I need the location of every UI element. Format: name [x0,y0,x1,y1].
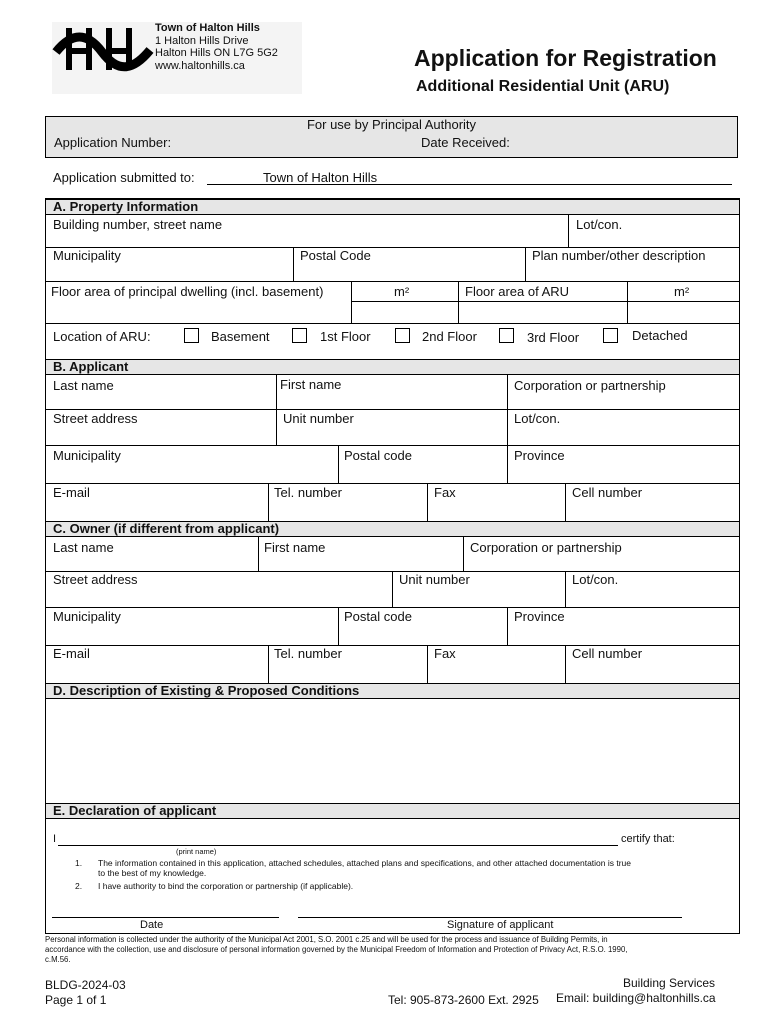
submitted-label: Application submitted to: [53,170,195,185]
option-1st-floor: 1st Floor [320,329,371,344]
section-d-header: D. Description of Existing & Proposed Conditions [45,683,740,699]
page-number: Page 1 of 1 [45,993,107,1007]
b-street[interactable]: Street address [53,411,138,426]
unit-m2-2: m² [674,284,690,299]
form-code: BLDG-2024-03 [45,978,126,992]
submitted-value: Town of Halton Hills [263,170,378,185]
section-e-header: E. Declaration of applicant [45,803,740,819]
item-2-text: I have authority to bind the corporation or partnership (if applicable). [98,881,354,891]
certify-label: certify that: [621,833,675,845]
b-corporation[interactable]: Corporation or partnership [514,378,666,393]
signature-line[interactable] [298,917,682,918]
item-1-text: The information contained in this application, attached schedules, attached plans and specifications, and other attached documentation is true to the best of my knowledge. [98,858,632,878]
c-tel[interactable]: Tel. number [274,646,342,661]
c-fax[interactable]: Fax [434,646,456,661]
date-line[interactable] [52,917,279,918]
postal-label[interactable]: Postal Code [300,248,371,263]
checkbox-2nd-floor[interactable] [395,328,410,343]
date-received-label: Date Received: [421,135,510,150]
b-fax[interactable]: Fax [434,485,456,500]
municipality-label[interactable]: Municipality [53,248,121,263]
c-email[interactable]: E-mail [53,646,90,661]
form-frame [45,198,740,934]
b-first-name[interactable]: First name [280,377,342,392]
c-corporation[interactable]: Corporation or partnership [470,540,622,555]
description-textarea[interactable] [46,700,738,802]
item-1-number: 1. [75,858,83,868]
b-email[interactable]: E-mail [53,485,90,500]
page-subtitle: Additional Residential Unit (ARU) [416,78,670,95]
department: Building Services [623,976,716,990]
signature-label: Signature of applicant [447,919,554,931]
c-cell[interactable]: Cell number [572,646,643,661]
b-municipality[interactable]: Municipality [53,448,121,463]
option-3rd-floor: 3rd Floor [527,330,580,345]
org-address [155,22,278,72]
checkbox-basement[interactable] [184,328,199,343]
decl-i-prefix: I [53,833,57,845]
b-unit[interactable]: Unit number [283,411,354,426]
option-2nd-floor: 2nd Floor [422,329,477,344]
checkbox-3rd-floor[interactable] [499,328,514,343]
lot-label[interactable]: Lot/con. [576,217,623,232]
page-title: Application for Registration [414,45,717,71]
floor-aru-label[interactable]: Floor area of ARU [465,284,570,299]
b-postal[interactable]: Postal code [344,448,412,463]
application-number-label: Application Number: [54,135,172,150]
checkbox-detached[interactable] [603,328,618,343]
print-name-caption: (print name) [176,847,217,856]
address-line-2: Halton Hills ON L7G 5G2 [155,47,278,59]
authority-box [45,116,738,158]
org-name: Town of Halton Hills [155,22,260,34]
c-postal[interactable]: Postal code [344,609,412,624]
telephone: Tel: 905-873-2600 Ext. 2925 [388,993,539,1007]
c-municipality[interactable]: Municipality [53,609,121,624]
aru-location-label: Location of ARU: [53,329,151,344]
option-basement: Basement [211,329,270,344]
section-c-header: C. Owner (if different from applicant) [45,521,740,537]
building-label[interactable]: Building number, street name [53,217,223,232]
item-2-number: 2. [75,881,83,891]
privacy-notice: Personal information is collected under the authority of the Municipal Act 2001, S.O. 2001 c.25 and will be used for the process and issuance of Building Permits, in accordance with the collection, use and disclosure of personal information governed by the Municipal Freedom of Information and Protection of Privacy Act, R.S.O. 1990, c.M.56. [45,935,628,964]
c-province[interactable]: Province [514,609,565,624]
b-cell[interactable]: Cell number [572,485,643,500]
checkbox-1st-floor[interactable] [292,328,307,343]
website: www.haltonhills.ca [155,59,245,72]
c-last-name[interactable]: Last name [53,540,114,555]
print-name-line[interactable] [58,845,618,846]
b-province[interactable]: Province [514,448,565,463]
floor-principal-label[interactable]: Floor area of principal dwelling (incl. basement) [51,284,324,299]
c-first-name[interactable]: First name [264,540,326,555]
plan-label[interactable]: Plan number/other description [532,248,706,263]
b-last-name[interactable]: Last name [53,378,114,393]
section-a-header: A. Property Information [45,199,740,215]
email[interactable]: Email: building@haltonhills.ca [556,991,716,1005]
c-lot[interactable]: Lot/con. [572,572,619,587]
date-label: Date [140,919,164,931]
option-detached: Detached [632,328,688,343]
address-line-1: 1 Halton Hills Drive [155,34,249,47]
b-tel[interactable]: Tel. number [274,485,342,500]
b-lot[interactable]: Lot/con. [514,411,561,426]
authority-caption: For use by Principal Authority [306,117,477,132]
c-street[interactable]: Street address [53,572,138,587]
section-b-header: B. Applicant [45,359,740,375]
unit-m2-1: m² [394,284,410,299]
c-unit[interactable]: Unit number [399,572,470,587]
